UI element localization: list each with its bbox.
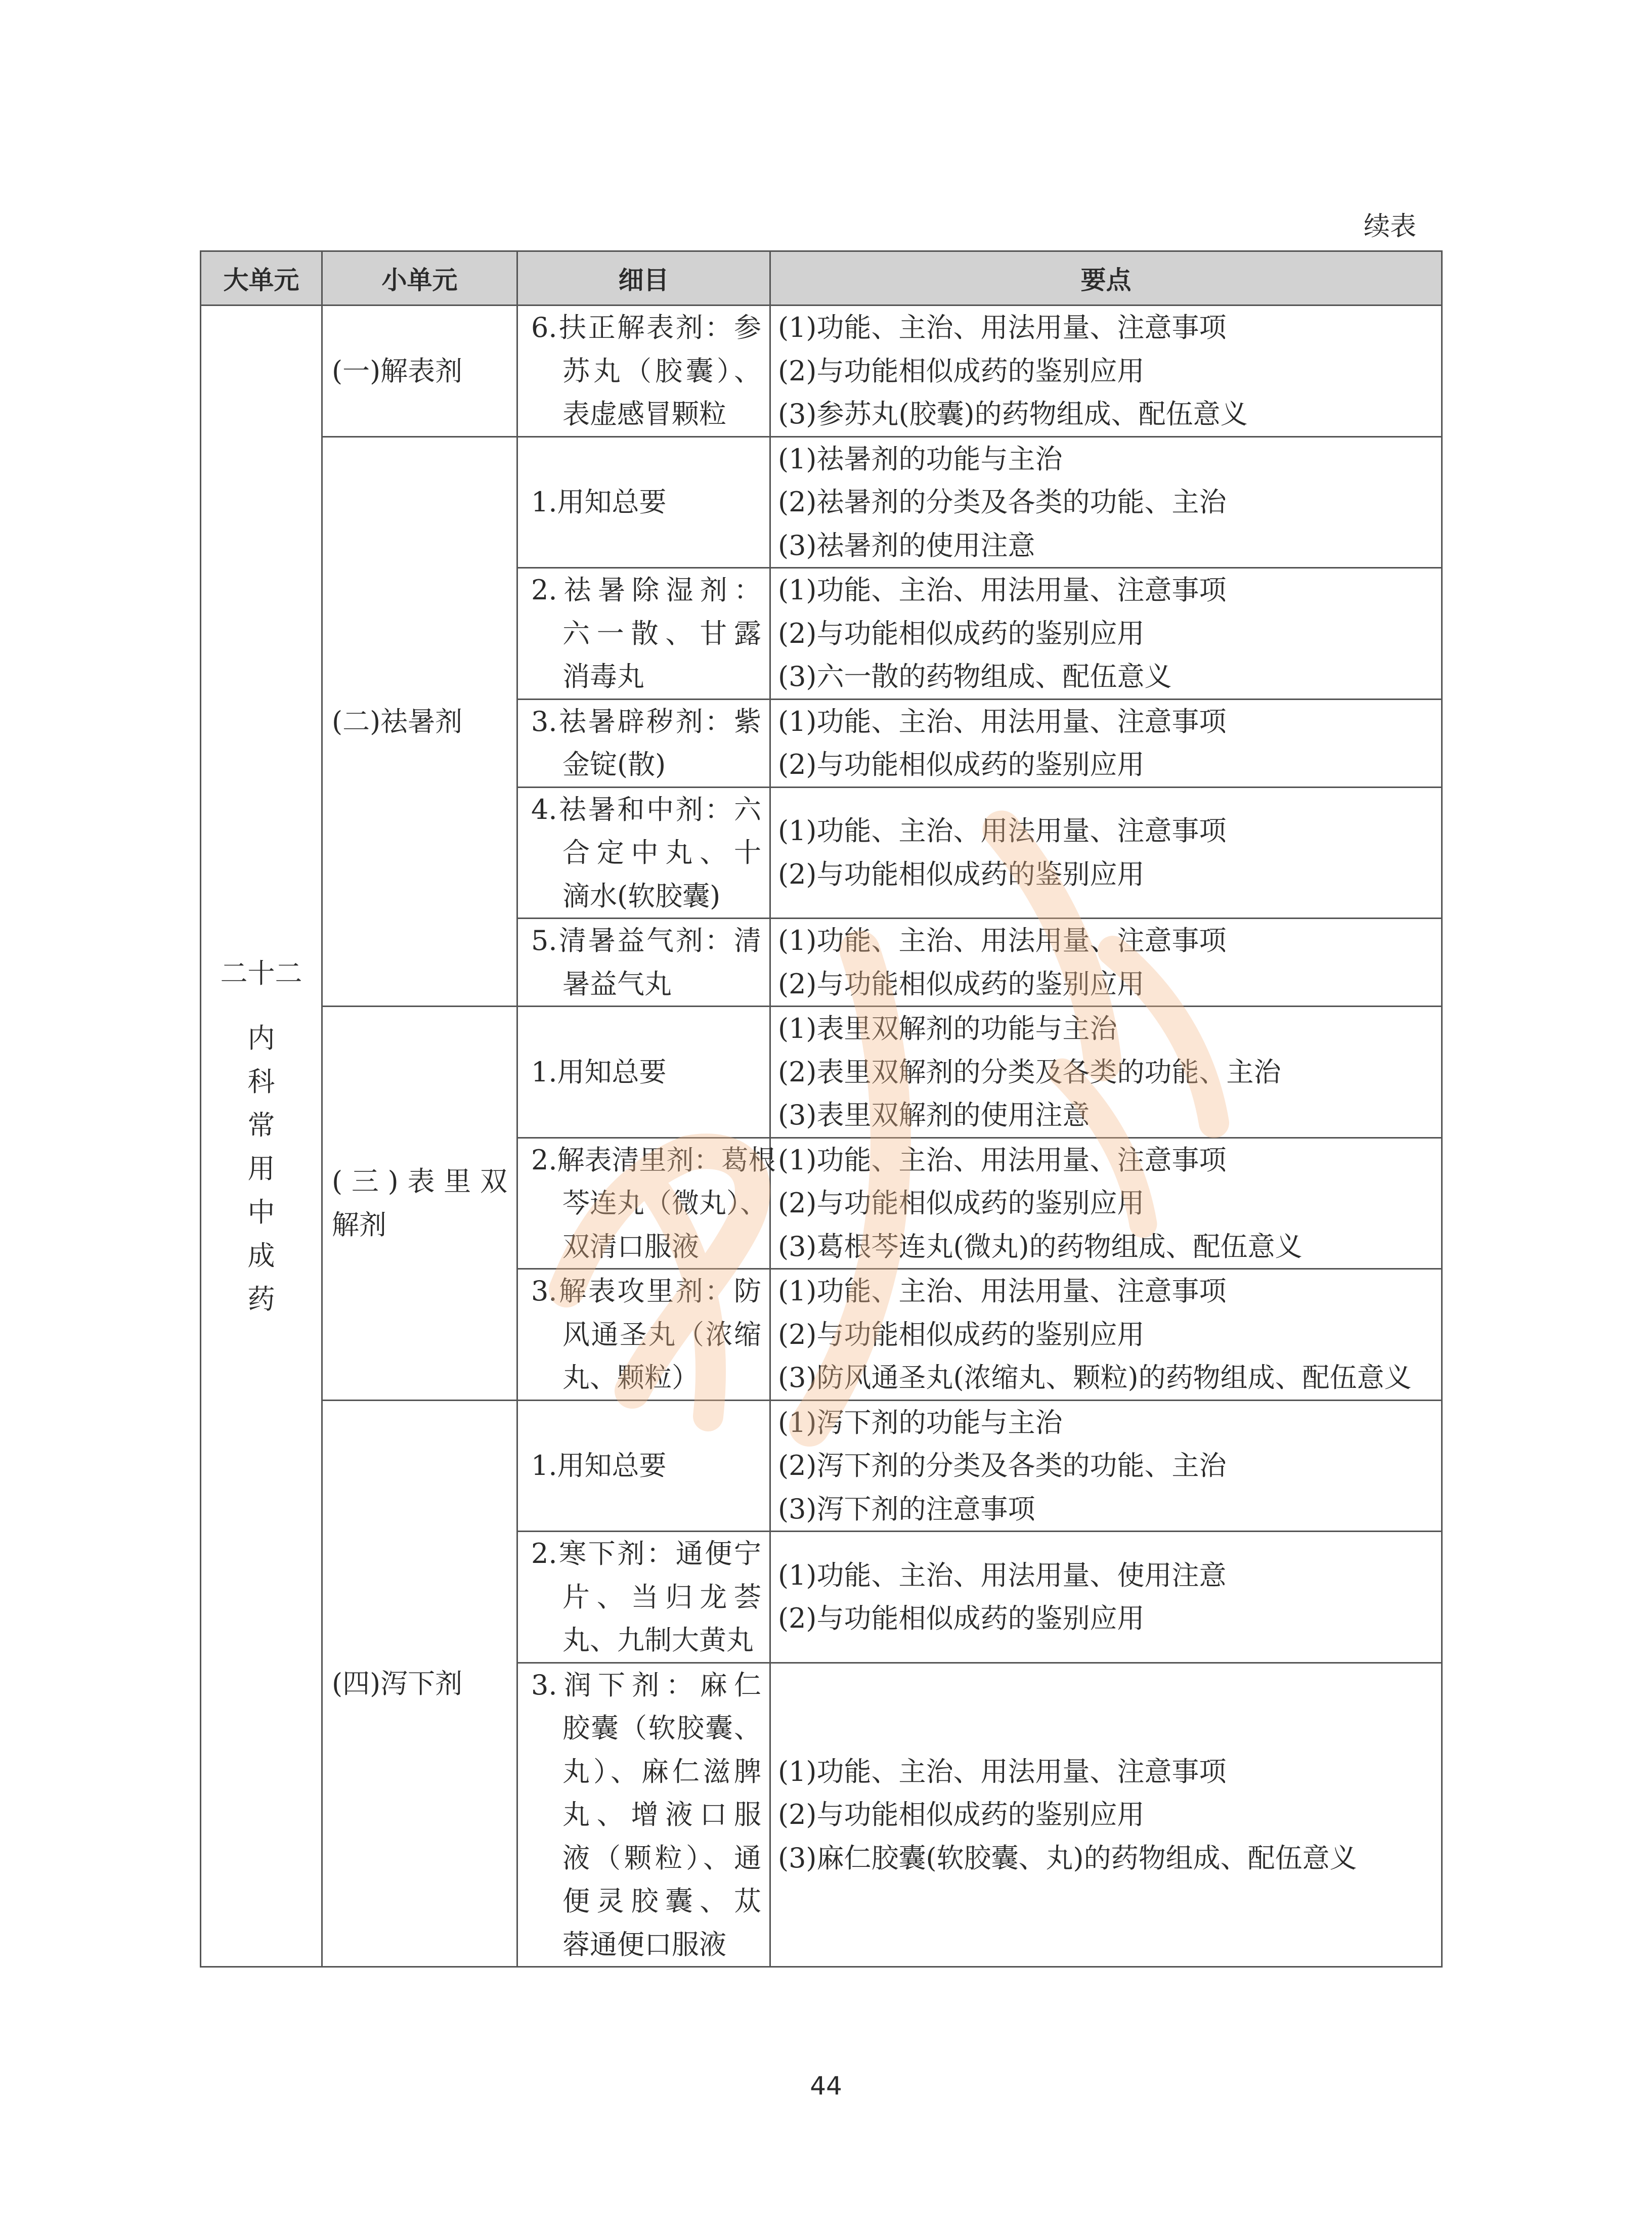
detail-line: 2.寒下剂：通便宁 (531, 1538, 761, 1569)
big-unit-name: 内科常用中成药 (247, 1022, 275, 1315)
points-cell (770, 787, 1442, 919)
detail-line: 2.解表清里剂：葛根 (531, 1144, 776, 1176)
point-line: (1)功能、主治、用法用量、注意事项 (778, 1144, 1227, 1176)
point-line: (3)泻下剂的注意事项 (778, 1493, 1035, 1525)
points-cell (770, 1663, 1442, 1967)
detail-line: 暑益气丸 (562, 968, 672, 1000)
detail-cell (517, 1532, 770, 1663)
point-line: (2)与功能相似成药的鉴别应用 (778, 617, 1145, 649)
detail-cell (517, 1138, 776, 1269)
point-line: (2)与功能相似成药的鉴别应用 (778, 355, 1145, 387)
detail-line: 1.用知总要 (531, 486, 667, 518)
detail-line: 表虚感冒颗粒 (562, 398, 726, 430)
points-cell (770, 1400, 1442, 1532)
detail-line: 双清口服液 (562, 1230, 699, 1262)
header-small-unit: 小单元 (322, 251, 517, 306)
table-header-row (201, 251, 1442, 306)
point-line: (1)功能、主治、用法用量、注意事项 (778, 1275, 1227, 1307)
detail-line: 2.祛暑除湿剂： (531, 574, 761, 606)
point-line: (1)泻下剂的功能与主治 (778, 1406, 1063, 1438)
point-line: (3)祛暑剂的使用注意 (778, 529, 1035, 561)
detail-line: 滴水(软胶囊) (562, 880, 721, 912)
points-cell (770, 1532, 1442, 1663)
detail-line: 蓉通便口服液 (562, 1928, 726, 1960)
table-row (201, 1400, 1442, 1532)
detail-line: 3.祛暑辟秽剂：紫 (531, 705, 761, 737)
small-unit-cell (322, 437, 517, 1007)
point-line: (3)麻仁胶囊(软胶囊、丸)的药物组成、配伍意义 (778, 1842, 1357, 1874)
point-line: (2)与功能相似成药的鉴别应用 (778, 1602, 1145, 1635)
detail-line: 丸）、麻仁滋脾 (562, 1755, 761, 1787)
points-cell (770, 919, 1442, 1007)
small-unit-name: (二)祛暑剂 (332, 705, 463, 737)
point-line: (2)与功能相似成药的鉴别应用 (778, 1799, 1145, 1830)
detail-line: 6.扶正解表剂：参 (531, 312, 761, 343)
point-line: (2)与功能相似成药的鉴别应用 (778, 749, 1145, 780)
small-unit-name: (三)表里双 (332, 1165, 507, 1198)
detail-cell (517, 1007, 770, 1138)
small-unit-cell (322, 1007, 517, 1401)
point-line: (3)六一散的药物组成、配伍意义 (778, 661, 1172, 692)
detail-line: 液（颗粒）、通 (562, 1842, 761, 1874)
points-cell (770, 306, 1442, 437)
detail-cell (517, 787, 770, 919)
detail-cell (517, 1269, 770, 1401)
small-unit-name: (一)解表剂 (332, 355, 463, 387)
points-cell (770, 699, 1442, 787)
detail-line: 3.润下剂：麻仁 (531, 1669, 761, 1701)
point-line: (2)泻下剂的分类及各类的功能、主治 (778, 1450, 1227, 1481)
detail-line: 消毒丸 (562, 661, 644, 692)
small-unit-cell (322, 306, 517, 437)
continued-label: 续表 (1363, 211, 1416, 242)
table-row (201, 1007, 1442, 1138)
detail-line: 丸、颗粒） (562, 1362, 699, 1393)
point-line: (1)表里双解剂的功能与主治 (778, 1013, 1117, 1044)
table-row (201, 437, 1442, 568)
detail-line: 1.用知总要 (531, 1450, 667, 1481)
detail-line: 胶囊（软胶囊、 (562, 1712, 761, 1744)
detail-line: 丸、增液口服 (562, 1799, 761, 1830)
small-unit-name: (四)泻下剂 (332, 1667, 463, 1699)
point-line: (1)功能、主治、用法用量、注意事项 (778, 1755, 1227, 1787)
detail-line: 芩连丸（微丸）、 (562, 1187, 767, 1219)
point-line: (2)祛暑剂的分类及各类的功能、主治 (778, 486, 1227, 518)
small-unit-cell (322, 1400, 517, 1967)
page-number: 44 (810, 2071, 842, 2101)
points-cell (770, 568, 1442, 700)
detail-cell (517, 306, 770, 437)
point-line: (1)功能、主治、用法用量、注意事项 (778, 705, 1227, 737)
detail-line: 金锭(散) (562, 749, 666, 780)
detail-line: 苏丸（胶囊）、 (562, 355, 761, 387)
detail-line: 便灵胶囊、苁 (562, 1885, 761, 1917)
point-line: (1)功能、主治、用法用量、注意事项 (778, 574, 1227, 606)
detail-cell (517, 1400, 770, 1532)
detail-line: 4.祛暑和中剂：六 (531, 793, 761, 825)
point-line: (3)葛根芩连丸(微丸)的药物组成、配伍意义 (778, 1230, 1302, 1262)
detail-line: 3.解表攻里剂：防 (531, 1275, 761, 1307)
point-line: (1)功能、主治、用法用量、使用注意 (778, 1559, 1227, 1591)
point-line: (1)功能、主治、用法用量、注意事项 (778, 925, 1227, 956)
header-detail: 细目 (517, 251, 770, 306)
detail-line: 合定中丸、十 (562, 837, 761, 868)
detail-line: 5.清暑益气剂：清 (531, 925, 761, 956)
point-line: (2)与功能相似成药的鉴别应用 (778, 968, 1145, 1000)
point-line: (2)与功能相似成药的鉴别应用 (778, 858, 1145, 890)
point-line: (2)与功能相似成药的鉴别应用 (778, 1318, 1145, 1350)
detail-cell (517, 437, 770, 568)
syllabus-table (200, 250, 1443, 1968)
detail-line: 1.用知总要 (531, 1056, 667, 1088)
detail-cell (517, 699, 770, 787)
big-unit-number: 二十二 (220, 957, 302, 989)
big-unit-cell (201, 306, 322, 1967)
points-cell (770, 437, 1442, 568)
points-cell (770, 1269, 1442, 1401)
point-line: (3)表里双解剂的使用注意 (778, 1099, 1090, 1131)
table-row (201, 306, 1442, 437)
header-key-points: 要点 (770, 251, 1442, 306)
header-big-unit: 大单元 (201, 251, 322, 306)
point-line: (2)表里双解剂的分类及各类的功能、主治 (778, 1056, 1281, 1088)
point-line: (3)参苏丸(胶囊)的药物组成、配伍意义 (778, 398, 1248, 430)
detail-cell (517, 568, 770, 700)
detail-cell (517, 1663, 770, 1967)
point-line: (1)功能、主治、用法用量、注意事项 (778, 815, 1227, 847)
small-unit-name: 解剂 (332, 1208, 386, 1241)
point-line: (1)功能、主治、用法用量、注意事项 (778, 312, 1227, 343)
detail-line: 丸、九制大黄丸 (562, 1624, 754, 1656)
detail-line: 六一散、甘露 (562, 617, 761, 649)
point-line: (1)祛暑剂的功能与主治 (778, 443, 1063, 475)
point-line: (3)防风通圣丸(浓缩丸、颗粒)的药物组成、配伍意义 (778, 1362, 1412, 1393)
detail-line: 片、当归龙荟 (562, 1581, 761, 1613)
points-cell (770, 1138, 1442, 1269)
point-line: (2)与功能相似成药的鉴别应用 (778, 1187, 1145, 1219)
points-cell (770, 1007, 1442, 1138)
detail-cell (517, 919, 770, 1007)
detail-line: 风通圣丸（浓缩 (562, 1318, 761, 1350)
